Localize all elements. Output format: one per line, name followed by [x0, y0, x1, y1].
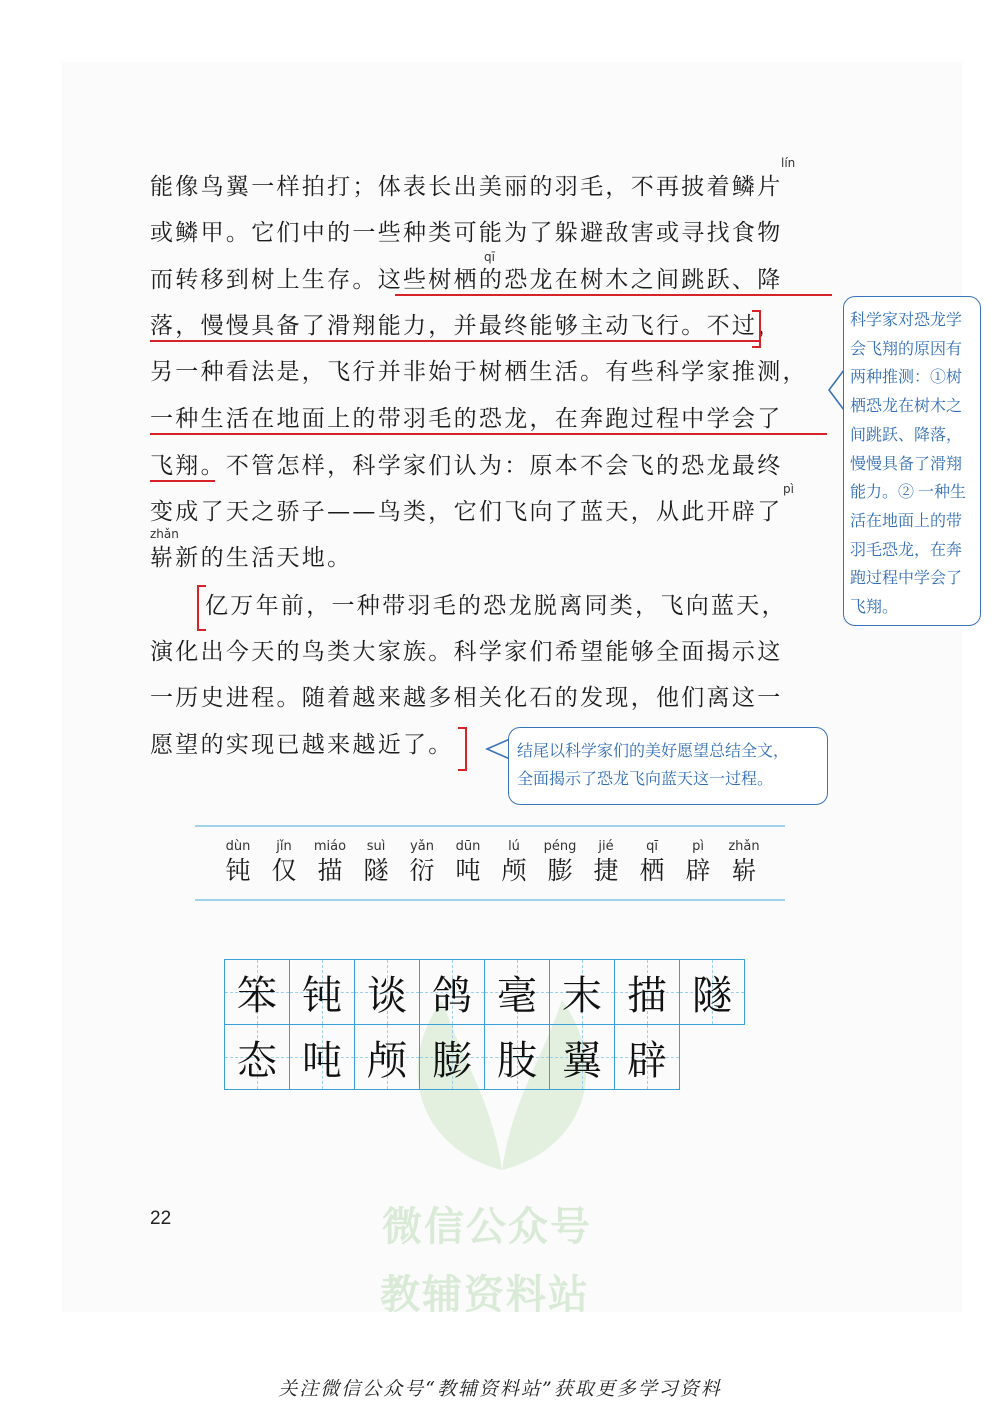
vocab-item: [215, 839, 261, 886]
annotation-right-line-4: 栖恐龙在树木之: [850, 398, 963, 416]
text-line-3: 而转移到树上生存。这些树栖的恐龙在树木之间跳跃、降: [150, 267, 783, 293]
grid-cell: [289, 1024, 355, 1090]
pinyin-lin: lín: [781, 156, 796, 170]
grid-cell: [549, 959, 615, 1025]
text-line-11: 演化出今天的鸟类大家族。科学家们希望能够全面揭示这: [150, 639, 783, 665]
annotation-bottom-line-2: 全面揭示了恐龙飞向蓝天这一过程。: [517, 771, 774, 788]
text-line-10: 亿万年前，一种带羽毛的恐龙脱离同类，飞向蓝天，: [205, 593, 787, 619]
vocab-char: 颅: [501, 856, 527, 885]
grid-char: 态: [237, 1037, 277, 1084]
vocab-char: 描: [317, 856, 343, 885]
annotation-right-line-8: 活在地面上的带: [850, 512, 963, 530]
vocab-pinyin: suì: [366, 839, 386, 854]
watermark-line-2: 教辅资料站: [380, 1272, 590, 1318]
text-line-1: 能像鸟翼一样拍打；体表长出美丽的羽毛，不再披着鳞片: [150, 174, 783, 200]
grid-char: 翼: [562, 1037, 602, 1084]
grid-char: 颅: [367, 1037, 407, 1084]
text-line-13: 愿望的实现已越来越近了。: [150, 732, 454, 758]
pinyin-zhan: zhǎn: [150, 527, 179, 541]
grid-cell: [549, 1024, 615, 1090]
grid-char: 毫: [497, 972, 537, 1019]
annotation-bottom-line-1: 结尾以科学家们的美好愿望总结全文，: [517, 743, 790, 760]
vocab-item: [675, 839, 721, 886]
vocab-pinyin: zhǎn: [728, 839, 760, 854]
vocab-char: 捷: [593, 856, 619, 885]
vocab-band: [195, 825, 785, 903]
writing-grid-row-1: [225, 959, 745, 1025]
annotation-right-line-9: 羽毛恐龙，在奔: [850, 541, 963, 559]
vocab-char: 衍: [409, 856, 435, 885]
annotation-right-line-6: 慢慢具备了滑翔: [850, 455, 963, 473]
vocab-pinyin: dūn: [455, 839, 481, 854]
page-number: 22: [150, 1208, 172, 1229]
vocab-pinyin: lú: [508, 839, 520, 854]
vocab-item: [629, 839, 675, 886]
watermark-line-1: 微信公众号: [382, 1204, 592, 1250]
bracket-close-2: [458, 727, 467, 771]
grid-char: 钝: [302, 972, 342, 1019]
annotation-right-line-10: 跑过程中学会了: [850, 570, 963, 588]
vocab-item: [445, 839, 491, 886]
grid-cell: [224, 1024, 290, 1090]
vocab-pinyin: dùn: [225, 839, 251, 854]
underline-2a: [150, 433, 827, 435]
text-line-2: 或鳞甲。它们中的一些种类可能为了躲避敌害或寻找食物: [150, 220, 783, 246]
vocab-top-rule: [195, 825, 785, 827]
pinyin-qi: qī: [484, 250, 495, 264]
vocab-char: 吨: [455, 856, 481, 885]
vocab-item: [399, 839, 445, 886]
vocab-char: 膨: [547, 856, 573, 885]
text-line-8: 变成了天之骄子——鸟类，它们飞向了蓝天，从此开辟了: [150, 499, 783, 525]
vocab-item: [261, 839, 307, 886]
grid-char: 辟: [627, 1037, 667, 1084]
grid-cell: [419, 1024, 485, 1090]
vocab-pinyin: jié: [598, 839, 614, 854]
grid-char: 笨: [237, 972, 277, 1019]
annotation-bottom: [508, 727, 828, 805]
text-line-12: 一历史进程。随着越来越多相关化石的发现，他们离这一: [150, 685, 783, 711]
bracket-close-1: [752, 310, 761, 348]
annotation-right-line-7: 能力。② 一种生: [850, 484, 967, 502]
vocab-char: 钝: [225, 856, 251, 885]
grid-char: 描: [627, 972, 667, 1019]
annotation-right: [843, 296, 981, 626]
grid-cell: [224, 959, 290, 1025]
vocab-char: 辟: [685, 856, 711, 885]
writing-grid-row-2: [225, 1024, 680, 1090]
vocab-char: 仅: [271, 856, 297, 885]
underline-1a: [395, 294, 832, 296]
grid-cell: [354, 1024, 420, 1090]
grid-char: 鸽: [432, 972, 472, 1019]
annotation-right-line-1: 科学家对恐龙学: [850, 312, 963, 329]
underline-2b: [150, 480, 215, 482]
vocab-pinyin: pì: [692, 839, 704, 854]
text-line-6: 一种生活在地面上的带羽毛的恐龙，在奔跑过程中学会了: [150, 406, 783, 432]
text-line-9: 崭新的生活天地。: [150, 545, 353, 571]
grid-cell: [614, 1024, 680, 1090]
vocab-char: 崭: [731, 856, 757, 885]
vocab-bottom-rule: [195, 899, 785, 901]
grid-cell: [614, 959, 680, 1025]
grid-cell: [679, 959, 745, 1025]
grid-cell: [419, 959, 485, 1025]
grid-char: 膨: [432, 1037, 472, 1084]
vocab-char: 栖: [639, 856, 665, 885]
grid-cell: [484, 1024, 550, 1090]
grid-char: 吨: [302, 1037, 342, 1084]
grid-char: 肢: [497, 1037, 537, 1084]
annotation-right-line-3: 两种推测：①树: [850, 369, 963, 387]
pinyin-pi: pì: [783, 482, 794, 496]
bracket-open-2: [197, 585, 206, 631]
annotation-right-line-5: 间跳跃、降落，: [850, 426, 963, 444]
vocab-item: [491, 839, 537, 886]
vocab-item: [721, 839, 767, 886]
annotation-right-line-2: 会飞翔的原因有: [850, 340, 963, 358]
grid-cell: [354, 959, 420, 1025]
vocab-pinyin: péng: [543, 839, 577, 854]
grid-char: 谈: [367, 972, 407, 1019]
underline-1b: [150, 340, 760, 342]
text-line-7: 飞翔。不管怎样，科学家们认为：原本不会飞的恐龙最终: [150, 453, 783, 479]
vocab-item: [583, 839, 629, 886]
grid-char: 末: [562, 972, 602, 1019]
vocab-item: [307, 839, 353, 886]
grid-char: 隧: [692, 972, 732, 1019]
text-line-5: 另一种看法是，飞行并非始于树栖生活。有些科学家推测，: [150, 359, 808, 385]
grid-cell: [289, 959, 355, 1025]
vocab-pinyin: miáo: [313, 839, 347, 854]
vocab-char: 隧: [363, 856, 389, 885]
vocab-pinyin: yǎn: [410, 839, 434, 854]
vocab-pinyin: qī: [646, 839, 658, 854]
text-line-4: 落，慢慢具备了滑翔能力，并最终能够主动飞行。不过，: [150, 313, 783, 339]
vocab-item: [353, 839, 399, 886]
annotation-right-line-11: 飞翔。: [850, 599, 899, 617]
footer-note: 关注微信公众号“教辅资料站”获取更多学习资料: [278, 1378, 722, 1400]
vocab-pinyin: jǐn: [276, 839, 292, 854]
vocab-item: [537, 839, 583, 886]
grid-cell: [484, 959, 550, 1025]
